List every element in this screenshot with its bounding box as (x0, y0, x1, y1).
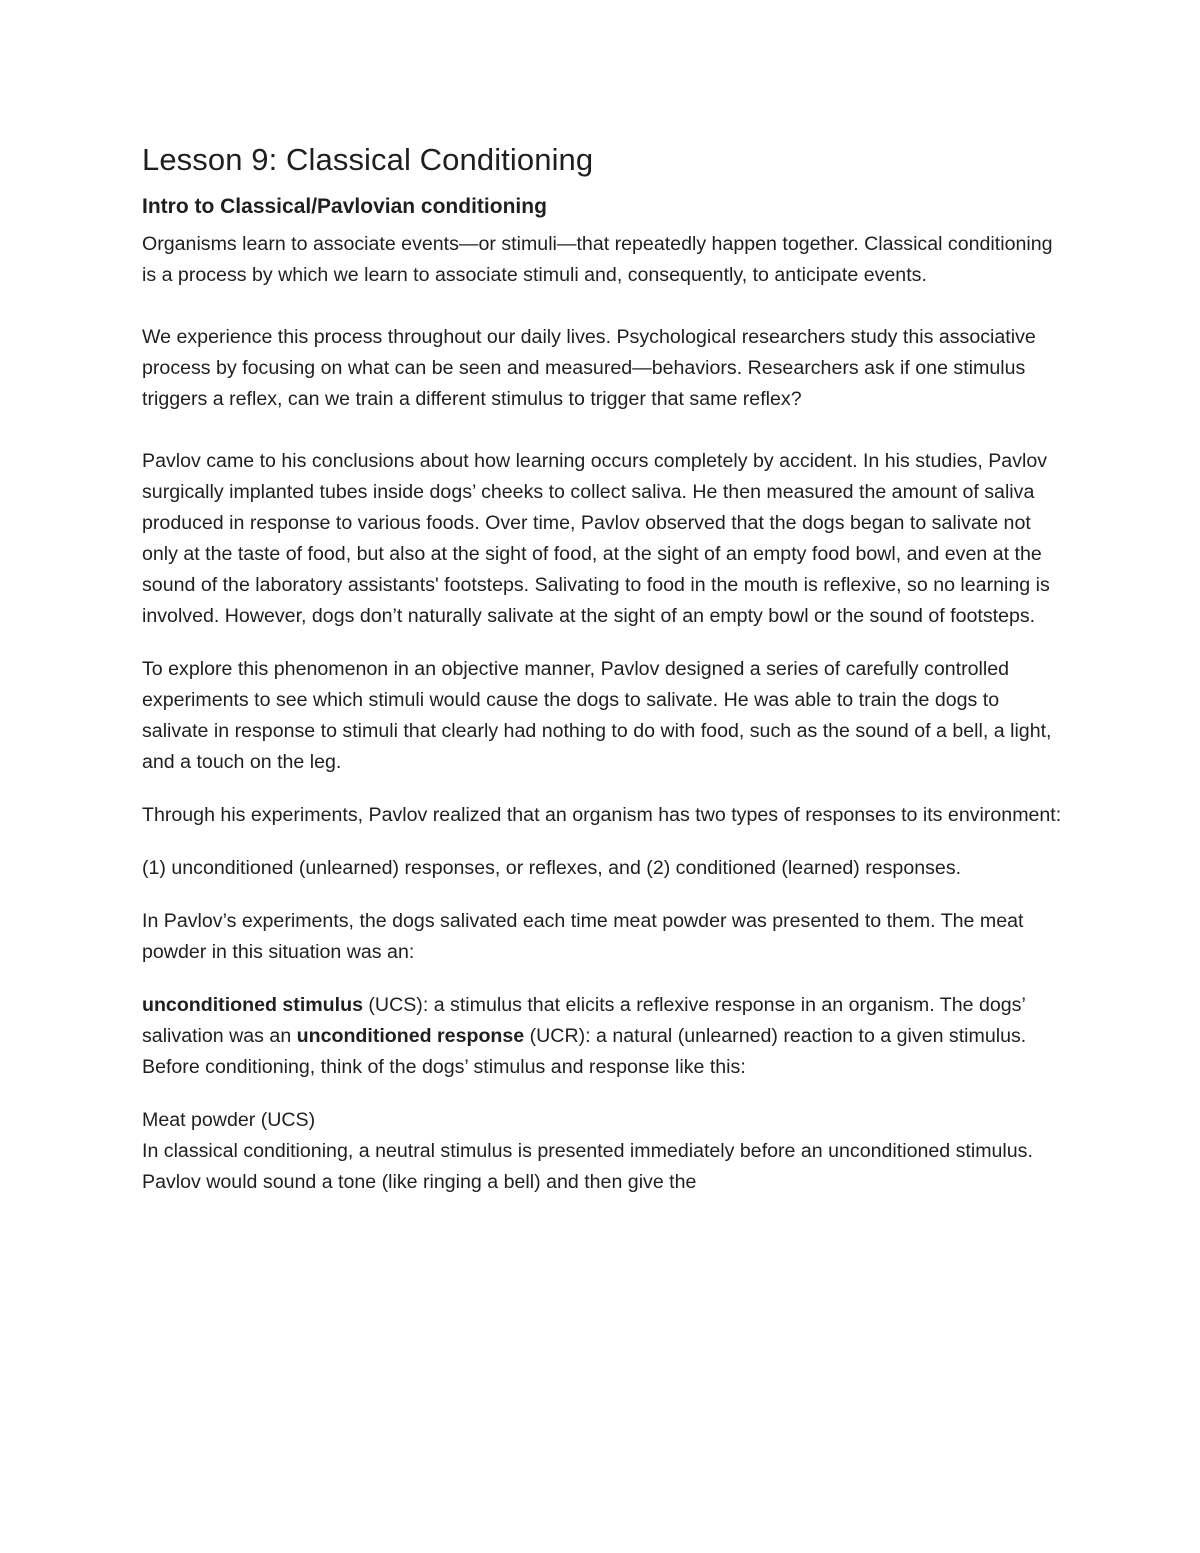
section-heading: Intro to Classical/Pavlovian conditioning (142, 195, 547, 218)
paragraph-neutral-stimulus: In classical conditioning, a neutral stimulus is presented immediately before an unconditioned stimulus. Pavlov would sound a tone (like ringing a bell) and then give the (142, 1140, 1033, 1193)
definition-ucs: (UCS): a stimulus that elicits a reflexive response in an organism. The dogs’ salivation was an (142, 994, 1026, 1047)
paragraph-daily-lives: We experience this process throughout our daily lives. Psychological researchers study this associative process by focusing on what can be seen and measured—behaviors. Researchers ask if one stimulus triggers a reflex, can we train a different stimulus to trigger that same reflex? (142, 326, 1036, 410)
paragraph-definitions (142, 990, 1062, 1083)
paragraph-meat-powder: In Pavlov’s experiments, the dogs salivated each time meat powder was presented to them. The meat powder in this situation was an: (142, 910, 1024, 963)
paragraph-response-types: (1) unconditioned (unlearned) responses, or reflexes, and (2) conditioned (learned) responses. (142, 857, 962, 879)
term-ucr: unconditioned response (296, 1025, 525, 1047)
definition-ucr: (UCR): a natural (unlearned) reaction to a given stimulus. Before conditioning, think of the dogs’ stimulus and response like this: (142, 1025, 1027, 1078)
paragraph-two-responses: Through his experiments, Pavlov realized that an organism has two types of responses to its environment: (142, 804, 1062, 826)
term-ucs: unconditioned stimulus (142, 994, 363, 1016)
paragraph-pavlov-accident: Pavlov came to his conclusions about how learning occurs completely by accident. In his studies, Pavlov surgically implanted tubes inside dogs’ cheeks to collect saliva. He then measured the amount of saliva produced in response to various foods. Over time, Pavlov observed that the dogs began to salivate not only at the taste of food, but also at the sight of food, at the sight of an empty food bowl, and even at the sound of the laboratory assistants' footsteps. Salivating to food in the mouth is reflexive, so no learning is involved. However, dogs don’t naturally salivate at the sight of an empty bowl or the sound of footsteps. (142, 450, 1050, 627)
paragraph-intro: Organisms learn to associate events—or stimuli—that repeatedly happen together. Classical conditioning is a process by which we learn to associate stimuli and, consequently, to anticipate events. (142, 233, 1053, 286)
document-page (142, 138, 1062, 1198)
label-meat-powder: Meat powder (UCS) (142, 1109, 316, 1131)
page-title: Lesson 9: Classical Conditioning (142, 142, 594, 177)
paragraph-experiments: To explore this phenomenon in an objective manner, Pavlov designed a series of carefully controlled experiments to see which stimuli would cause the dogs to salivate. He was able to train the dogs to salivate in response to stimuli that clearly had nothing to do with food, such as the sound of a bell, a light, and a touch on the leg. (142, 658, 1052, 773)
